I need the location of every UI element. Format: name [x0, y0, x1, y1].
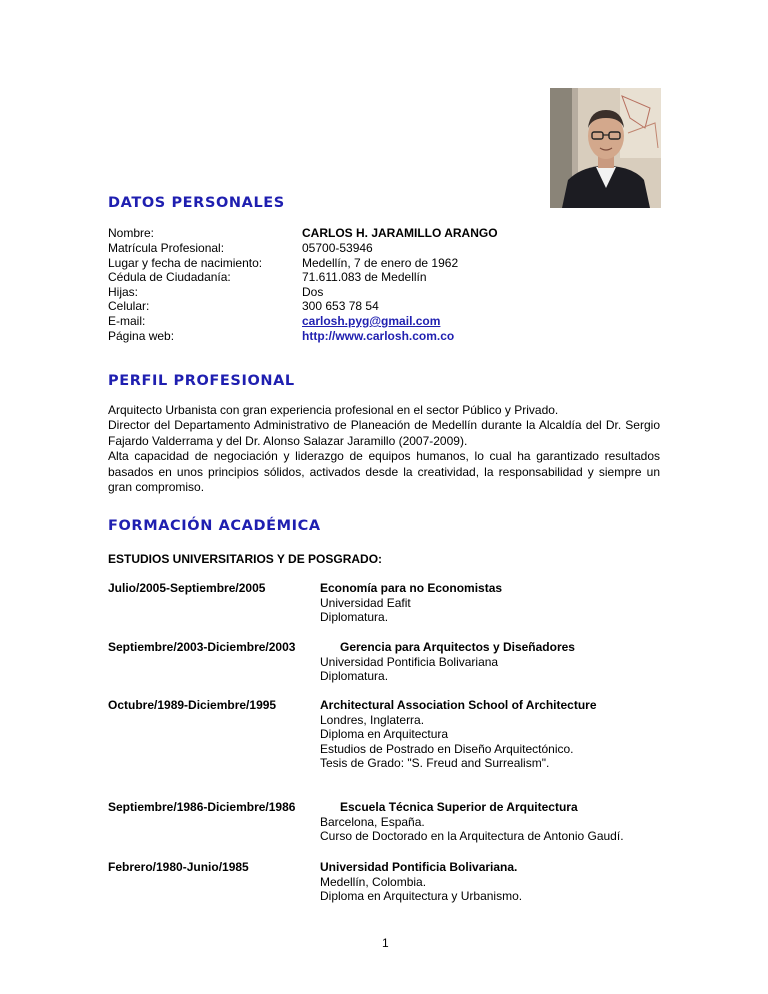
field-label: Página web: [108, 329, 175, 343]
field-value: 05700-53946 [302, 241, 373, 255]
profile-photo [550, 88, 661, 208]
field-value: 300 653 78 54 [302, 299, 379, 313]
profile-text [108, 403, 660, 495]
field-label: Matrícula Profesional: [108, 241, 225, 255]
field-label: Lugar y fecha de nacimiento: [108, 256, 263, 270]
education-heading: FORMACIÓN ACADÉMICA [108, 518, 321, 534]
education-line: Estudios de Postrado en Diseño Arquitectónico. [320, 741, 574, 756]
education-title: Economía para no Economistas [320, 581, 503, 595]
education-title: Architectural Association School of Architecture [320, 698, 597, 712]
education-date: Octubre/1989-Diciembre/1995 [108, 698, 277, 712]
education-line: Tesis de Grado: "S. Freud and Surrealism". [320, 756, 550, 771]
page-number: 1 [382, 936, 389, 950]
education-subheading: ESTUDIOS UNIVERSITARIOS Y DE POSGRADO: [108, 552, 383, 566]
education-line: Diplomatura. [320, 669, 389, 684]
portrait-image [550, 88, 661, 208]
profile-paragraph: Arquitecto Urbanista con gran experiencia profesional en el sector Público y Privado. [108, 403, 559, 417]
education-line: Medellín, Colombia. [320, 874, 427, 889]
education-title: Escuela Técnica Superior de Arquitectura [340, 800, 578, 814]
education-line: Londres, Inglaterra. [320, 712, 425, 727]
education-line: Curso de Doctorado en la Arquitectura de Antonio Gaudí. [320, 829, 624, 844]
education-line: Diploma en Arquitectura [320, 727, 449, 742]
education-date: Febrero/1980-Junio/1985 [108, 860, 249, 874]
education-line: Barcelona, España. [320, 814, 425, 829]
profile-paragraph: Alta capacidad de negociación y liderazgo de equipos humanos, lo cual ha garantizado resultados basados en unos principios sólidos, activados desde la creatividad, la responsabilidad y siempre un gran compromiso. [108, 449, 660, 495]
education-date: Septiembre/1986-Diciembre/1986 [108, 800, 296, 814]
field-label: Cédula de Ciudadanía: [108, 270, 231, 284]
email-link[interactable]: carlosh.pyg@gmail.com [302, 314, 441, 328]
field-label: E-mail: [108, 314, 146, 328]
education-line: Diplomatura. [320, 610, 389, 625]
education-date: Julio/2005-Septiembre/2005 [108, 581, 266, 595]
field-label: Hijas: [108, 285, 139, 299]
education-title: Gerencia para Arquitectos y Diseñadores [340, 640, 575, 654]
field-label: Celular: [108, 299, 150, 313]
education-date: Septiembre/2003-Diciembre/2003 [108, 640, 296, 654]
website-link[interactable]: http://www.carlosh.com.co [302, 329, 455, 343]
education-line: Universidad Eafit [320, 595, 411, 610]
education-line: Universidad Pontificia Bolivariana [320, 654, 499, 669]
profile-paragraph: Director del Departamento Administrativo de Planeación de Medellín durante la Alcaldía del Dr. Sergio Fajardo Valderrama y del Dr. Alonso Salazar Jaramillo (2007-2009). [108, 418, 660, 448]
field-value: Dos [302, 285, 324, 299]
education-line: Diploma en Arquitectura y Urbanismo. [320, 889, 523, 904]
education-title: Universidad Pontificia Bolivariana. [320, 860, 518, 874]
profile-heading: PERFIL PROFESIONAL [108, 373, 295, 389]
field-label: Nombre: [108, 226, 155, 240]
field-value: 71.611.083 de Medellín [302, 270, 427, 284]
personal-data-heading: DATOS PERSONALES [108, 195, 285, 211]
field-value-name: CARLOS H. JARAMILLO ARANGO [302, 226, 498, 240]
field-value: Medellín, 7 de enero de 1962 [302, 256, 459, 270]
